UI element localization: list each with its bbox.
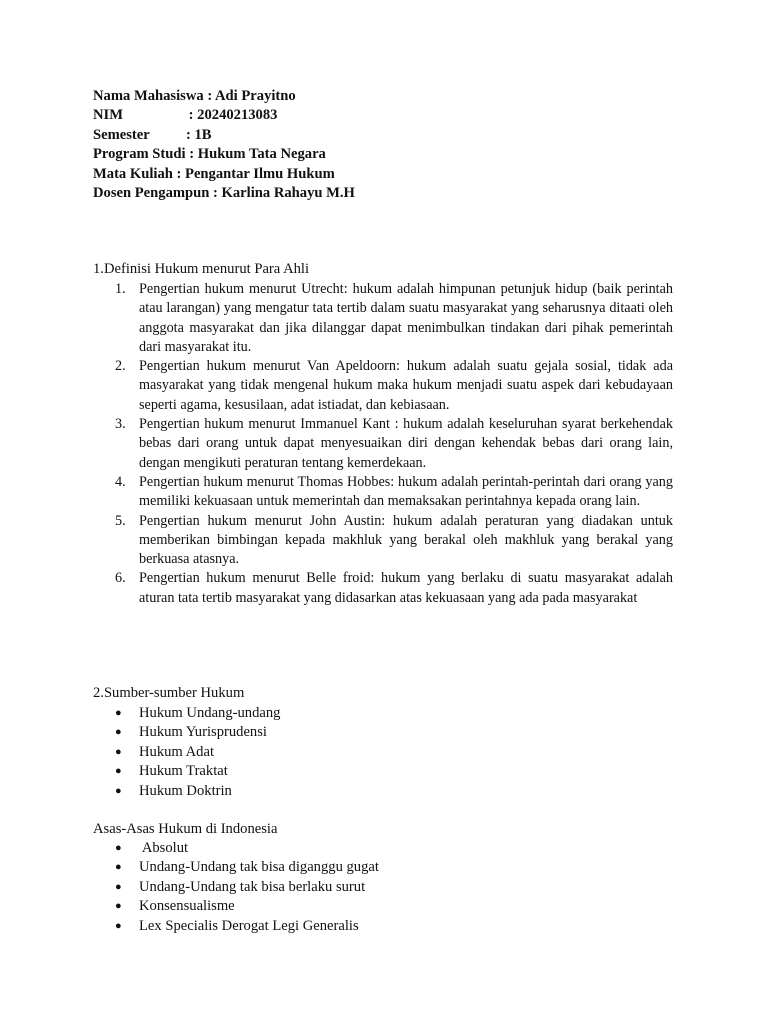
list-marker: 5. <box>115 512 126 529</box>
semester-line: Semester : 1B <box>93 126 212 143</box>
list-item <box>93 897 673 916</box>
list-item <box>93 704 673 723</box>
bullet-icon: ● <box>115 900 122 913</box>
list-item-text: Hukum Traktat <box>139 763 228 780</box>
list-item-text: Hukum Doktrin <box>139 782 232 799</box>
list-item <box>93 917 673 936</box>
list-item <box>93 743 673 762</box>
list-item-text: Pengertian hukum menurut Immanuel Kant : hukum adalah keseluruhan syarat berkehendak bebas dari orang untuk dapat menyesuaikan diri dengan kehendak bebas dari orang lain, dengan mengikuti peraturan tentang kemerdekaan. <box>139 416 673 471</box>
list-item-text: Pengertian hukum menurut Van Apeldoorn: hukum adalah suatu gejala sosial, tidak ada masyarakat yang tidak mengenal hukum maka hukum menjadi suatu aspek dari kebudayaan seperti agama, kesusilaan, adat istiadat, dan kebiasaan. <box>139 358 673 413</box>
list-item-text: Konsensualisme <box>139 898 235 915</box>
bullet-icon: ● <box>115 726 122 739</box>
list-marker: 4. <box>115 473 126 490</box>
list-item <box>93 878 673 897</box>
student-info-header <box>93 87 653 203</box>
list-item-text: Pengertian hukum menurut Belle froid: hukum yang berlaku di suatu masyarakat adalah aturan tata tertib masyarakat yang didasarkan atas kekuasaan yang ada pada masyarakat <box>139 570 673 606</box>
bullet-icon: ● <box>115 861 122 874</box>
bullet-icon: ● <box>115 707 122 719</box>
definitions-list <box>93 280 673 608</box>
list-item <box>93 357 673 415</box>
list-item-text: Lex Specialis Derogat Legi Generalis <box>139 917 359 934</box>
section-1-title: 1.Definisi Hukum menurut Para Ahli <box>93 261 310 277</box>
student-nim-line: NIM : 20240213083 <box>93 107 278 124</box>
student-name-line: Nama Mahasiswa : Adi Prayitno <box>93 88 296 104</box>
list-item-text: Pengertian hukum menurut Utrecht: hukum adalah himpunan petunjuk hidup (baik perintah atau larangan) yang mengatur tata tertib dalam suatu masyarakat yang seharusnya ditaati oleh anggota masyarakat dan jika dilanggar dapat menimbulkan tindakan dari pihak pemerintah dari masyarakat itu. <box>139 281 673 355</box>
list-item <box>93 858 673 877</box>
list-item-text: Undang-Undang tak bisa berlaku surut <box>139 878 366 895</box>
list-marker: 2. <box>115 358 126 375</box>
list-item <box>93 762 673 781</box>
list-item-text: Hukum Adat <box>139 743 214 760</box>
list-item <box>93 280 673 357</box>
section-2-title: 2.Sumber-sumber Hukum <box>93 685 245 701</box>
lecturer-line: Dosen Pengampun : Karlina Rahayu M.H <box>93 184 355 201</box>
list-item-text: Pengertian hukum menurut John Austin: hukum adalah peraturan yang diadakan untuk memberikan bimbingan kepada makhluk yang berakal oleh makhluk yang berakal yang berkuasa atasnya. <box>139 512 673 568</box>
bullet-icon: ● <box>115 784 122 797</box>
bullet-icon: ● <box>115 880 122 893</box>
list-item <box>93 473 673 512</box>
list-item-text: Pengertian hukum menurut Thomas Hobbes: hukum adalah perintah-perintah dari orang yang memiliki kekuasaan untuk memerintah dan memaksakan perintahnya kepada orang lain. <box>139 473 673 510</box>
list-item <box>93 512 673 570</box>
list-item <box>93 723 673 742</box>
bullet-icon: ● <box>115 842 122 854</box>
principles-list <box>93 839 673 936</box>
list-item <box>93 782 673 801</box>
list-item <box>93 839 673 858</box>
bullet-icon: ● <box>115 745 122 758</box>
list-item-text: Hukum Yurisprudensi <box>139 724 267 741</box>
list-marker: 6. <box>115 570 126 587</box>
bullet-icon: ● <box>115 919 122 932</box>
section-3-title: Asas-Asas Hukum di Indonesia <box>93 821 278 837</box>
bullet-icon: ● <box>115 765 122 778</box>
course-line: Mata Kuliah : Pengantar Ilmu Hukum <box>93 165 335 182</box>
list-marker: 3. <box>115 416 126 433</box>
study-program-line: Program Studi : Hukum Tata Negara <box>93 146 326 163</box>
list-marker: 1. <box>115 281 126 297</box>
list-item-text: Hukum Undang-undang <box>139 705 281 721</box>
list-item-text: Undang-Undang tak bisa diganggu gugat <box>139 859 379 876</box>
list-item <box>93 569 673 608</box>
list-item <box>93 415 673 473</box>
list-item-text: Absolut <box>139 840 189 856</box>
sources-list <box>93 704 673 801</box>
